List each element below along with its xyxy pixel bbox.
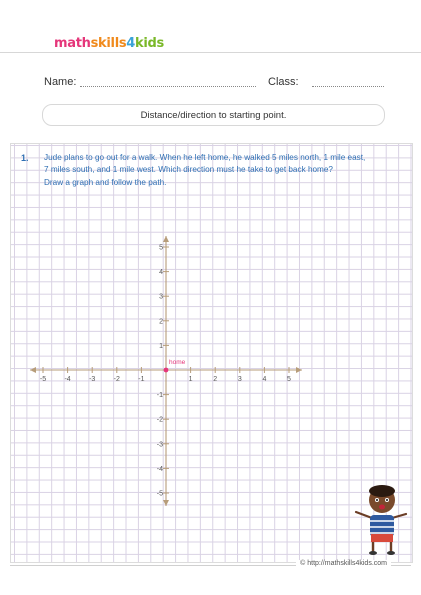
logo-part-math: math (54, 36, 91, 51)
x-tick-label: 5 (287, 376, 291, 383)
logo-part-skills: skills (90, 36, 127, 51)
y-tick-label: -3 (156, 441, 163, 449)
x-tick-label: -2 (113, 376, 120, 383)
y-tick-label: -2 (156, 416, 163, 424)
home-label: home (169, 359, 186, 366)
y-axis-arrow-up (163, 236, 169, 242)
x-tick-label: -5 (39, 376, 47, 383)
y-tick-label: 4 (159, 269, 163, 277)
class-label: Class: (268, 76, 299, 88)
y-tick-label: 3 (159, 293, 163, 301)
question-line: Jude plans to go out for a walk. When he left home, he walked 5 miles north, 1 mile east, (44, 153, 366, 162)
y-tick-label: 2 (159, 318, 163, 326)
x-tick-label: 1 (188, 376, 193, 383)
x-tick-label: 2 (213, 376, 218, 383)
name-label: Name: (44, 76, 77, 88)
y-tick-label: -5 (156, 490, 163, 498)
x-tick-label: -3 (89, 376, 96, 383)
question-number: 1. (21, 153, 29, 163)
boy-illustration (352, 484, 412, 559)
question-line: Draw a graph and follow the path. (44, 177, 167, 187)
home-point (164, 368, 169, 373)
y-tick-label: -4 (156, 465, 163, 473)
y-tick-label: 1 (159, 342, 163, 350)
x-tick-label: -1 (138, 376, 145, 383)
logo-part-4: 4 (126, 36, 136, 51)
footer-url[interactable]: © http://mathskills4kids.com (296, 560, 391, 567)
y-tick-label: -1 (156, 392, 163, 400)
x-axis-arrow-left (30, 367, 36, 373)
x-tick-label: -4 (64, 376, 71, 383)
worksheet-title-text: Distance/direction to starting point. (140, 109, 287, 121)
y-tick-label: 5 (159, 244, 163, 252)
x-tick-label: 4 (262, 376, 267, 383)
logo-part-kids: kids (135, 36, 164, 51)
x-tick-label: 3 (237, 376, 242, 383)
x-axis-arrow-right (296, 367, 302, 373)
question-line: 7 miles south, and 1 mile west. Which direction must he take to get back home? (44, 165, 333, 175)
y-axis-arrow-down (163, 500, 169, 506)
